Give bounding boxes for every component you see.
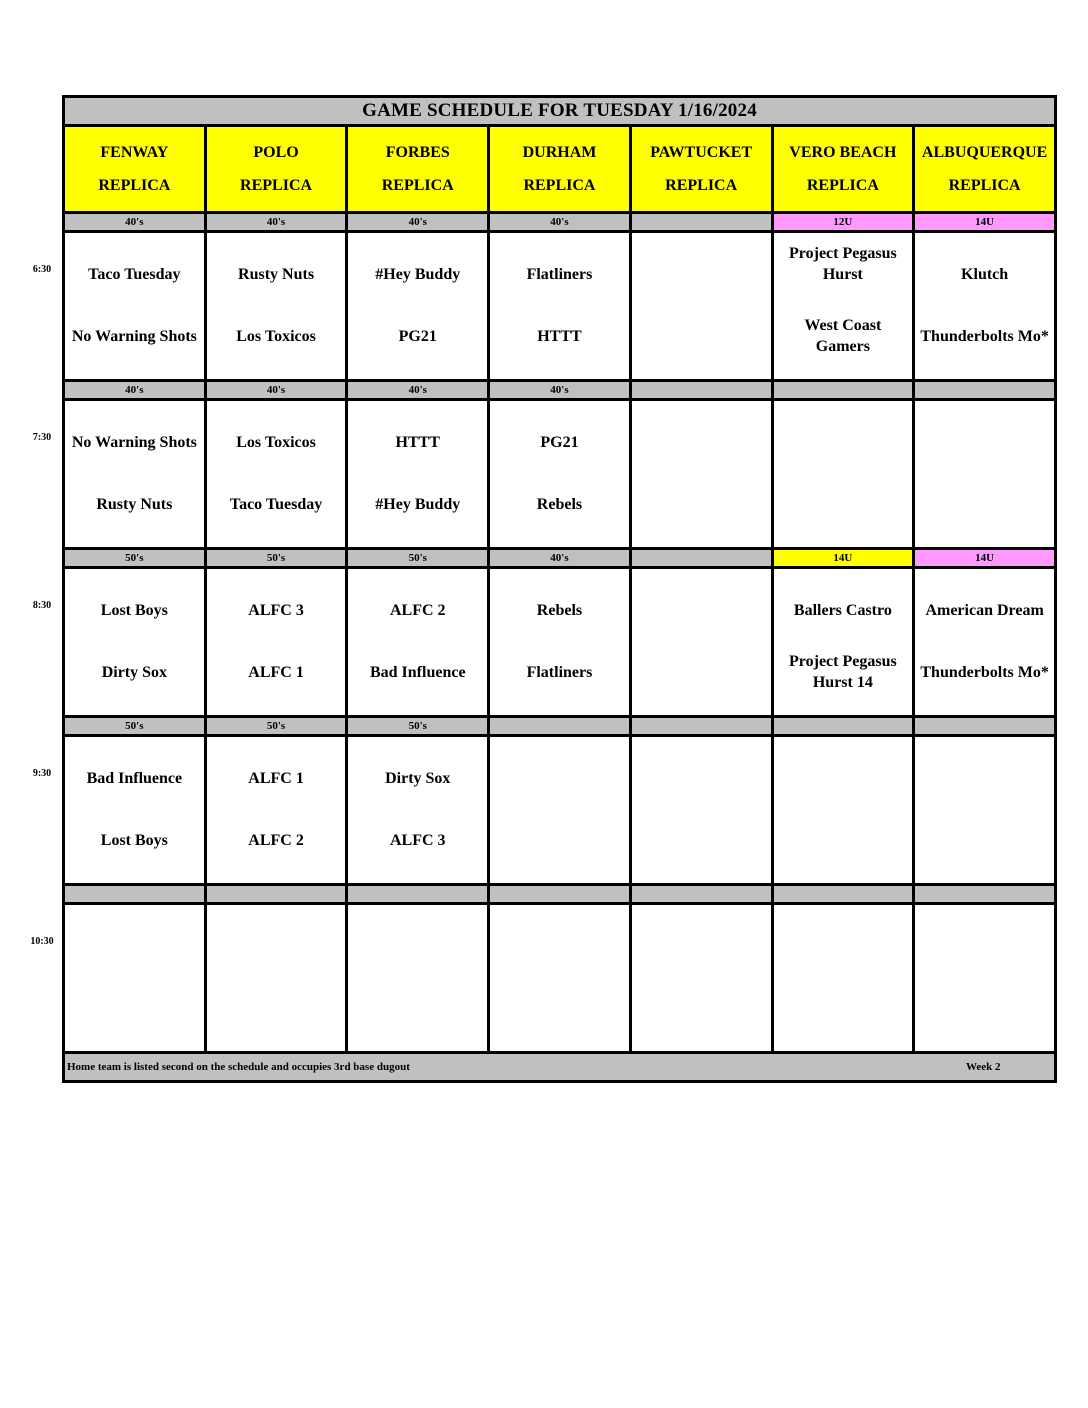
field-header bbox=[630, 126, 772, 213]
home-team: Lost Boys bbox=[100, 831, 168, 849]
field-name: DURHAM bbox=[522, 144, 597, 161]
division-label bbox=[772, 885, 914, 904]
field-name: PAWTUCKET bbox=[650, 144, 753, 161]
game-cell bbox=[772, 736, 914, 885]
division-label: 40's bbox=[64, 381, 206, 400]
game-cell bbox=[630, 904, 772, 1053]
division-row bbox=[64, 381, 1056, 400]
home-team: Rebels bbox=[536, 495, 583, 513]
field-name: VERO BEACH bbox=[789, 144, 897, 161]
away-team: PG21 bbox=[540, 434, 579, 451]
game-cell bbox=[772, 904, 914, 1053]
game-cell bbox=[914, 568, 1056, 717]
division-label: 50's bbox=[64, 717, 206, 736]
away-team: Taco Tuesday bbox=[88, 266, 181, 283]
division-label bbox=[630, 213, 772, 232]
field-subtitle: REPLICA bbox=[98, 177, 171, 194]
division-row bbox=[64, 549, 1056, 568]
game-cell bbox=[64, 400, 206, 549]
away-team: Project Pegasus Hurst bbox=[789, 245, 897, 283]
game-cell bbox=[347, 232, 489, 381]
division-row bbox=[64, 885, 1056, 904]
division-label: 40's bbox=[347, 213, 489, 232]
away-team: Bad Influence bbox=[86, 770, 183, 787]
game-cell bbox=[347, 568, 489, 717]
game-cell bbox=[489, 568, 631, 717]
game-cell bbox=[630, 736, 772, 885]
division-label: 50's bbox=[205, 549, 347, 568]
field-subtitle: REPLICA bbox=[806, 177, 879, 194]
time-label: 10:30 bbox=[30, 935, 54, 947]
game-cell bbox=[205, 736, 347, 885]
time-label: 8:30 bbox=[32, 599, 52, 611]
away-team: No Warning Shots bbox=[71, 434, 197, 451]
division-label: 14U bbox=[772, 549, 914, 568]
field-header bbox=[489, 126, 631, 213]
field-name: FORBES bbox=[385, 144, 450, 161]
home-team: West Coast Gamers bbox=[804, 317, 882, 355]
division-label: 40's bbox=[64, 213, 206, 232]
home-team: Bad Influence bbox=[369, 663, 466, 681]
division-label: 50's bbox=[347, 549, 489, 568]
division-label bbox=[630, 381, 772, 400]
division-label: 14U bbox=[914, 213, 1056, 232]
game-row bbox=[64, 568, 1056, 717]
game-cell bbox=[630, 568, 772, 717]
away-team: Ballers Castro bbox=[793, 602, 892, 619]
away-team: Klutch bbox=[961, 266, 1009, 283]
time-label: 7:30 bbox=[32, 431, 52, 443]
division-label bbox=[630, 717, 772, 736]
division-label: 14U bbox=[914, 549, 1056, 568]
home-team: Project Pegasus Hurst 14 bbox=[789, 653, 897, 691]
game-cell bbox=[489, 736, 631, 885]
home-team: PG21 bbox=[398, 327, 437, 345]
game-row bbox=[64, 904, 1056, 1053]
home-team: #Hey Buddy bbox=[375, 495, 461, 513]
time-label: 6:30 bbox=[32, 263, 52, 275]
game-cell bbox=[914, 904, 1056, 1053]
game-cell bbox=[347, 400, 489, 549]
home-team: Dirty Sox bbox=[101, 663, 168, 681]
game-cell bbox=[489, 400, 631, 549]
division-label: 40's bbox=[205, 213, 347, 232]
field-subtitle: REPLICA bbox=[948, 177, 1021, 194]
field-name: POLO bbox=[253, 144, 299, 161]
game-row bbox=[64, 232, 1056, 381]
division-row bbox=[64, 213, 1056, 232]
home-team: Thunderbolts Mo* bbox=[920, 663, 1049, 681]
schedule-title: GAME SCHEDULE FOR TUESDAY 1/16/2024 bbox=[64, 97, 1056, 126]
field-header bbox=[347, 126, 489, 213]
division-row bbox=[64, 717, 1056, 736]
division-label bbox=[914, 381, 1056, 400]
division-label bbox=[772, 717, 914, 736]
home-team: Flatliners bbox=[526, 663, 593, 681]
game-cell bbox=[205, 232, 347, 381]
game-cell bbox=[205, 904, 347, 1053]
week-label: Week 2 bbox=[966, 1061, 1001, 1073]
field-subtitle: REPLICA bbox=[523, 177, 596, 194]
away-team: ALFC 2 bbox=[389, 602, 446, 619]
division-label: 12U bbox=[772, 213, 914, 232]
game-cell bbox=[64, 568, 206, 717]
division-label bbox=[772, 381, 914, 400]
division-label: 40's bbox=[489, 213, 631, 232]
away-team: ALFC 3 bbox=[248, 602, 304, 619]
game-cell bbox=[914, 232, 1056, 381]
footer-note: Home team is listed second on the schedule and occupies 3rd base dugout bbox=[67, 1061, 410, 1073]
division-label: 40's bbox=[489, 381, 631, 400]
home-team: ALFC 2 bbox=[248, 831, 304, 849]
game-cell bbox=[347, 736, 489, 885]
home-team: ALFC 3 bbox=[389, 831, 446, 849]
field-header bbox=[772, 126, 914, 213]
division-label bbox=[205, 885, 347, 904]
away-team: Rusty Nuts bbox=[238, 266, 315, 283]
field-name: FENWAY bbox=[100, 144, 169, 161]
away-team: #Hey Buddy bbox=[375, 266, 461, 283]
field-subtitle: REPLICA bbox=[381, 177, 454, 194]
home-team: ALFC 1 bbox=[248, 663, 304, 681]
game-cell bbox=[772, 568, 914, 717]
game-cell bbox=[64, 736, 206, 885]
away-team: Flatliners bbox=[526, 266, 593, 283]
game-cell bbox=[205, 568, 347, 717]
division-label: 50's bbox=[205, 717, 347, 736]
division-label bbox=[489, 717, 631, 736]
field-subtitle: REPLICA bbox=[240, 177, 313, 194]
game-cell bbox=[914, 736, 1056, 885]
field-header bbox=[64, 126, 206, 213]
division-label: 50's bbox=[347, 717, 489, 736]
home-team: Thunderbolts Mo* bbox=[920, 327, 1049, 345]
field-header-row bbox=[64, 126, 1056, 213]
game-row bbox=[64, 400, 1056, 549]
game-cell bbox=[772, 400, 914, 549]
division-label: 40's bbox=[347, 381, 489, 400]
game-cell bbox=[347, 904, 489, 1053]
game-cell bbox=[914, 400, 1056, 549]
game-cell bbox=[772, 232, 914, 381]
time-label: 9:30 bbox=[32, 767, 52, 779]
division-label bbox=[64, 885, 206, 904]
division-label: 40's bbox=[205, 381, 347, 400]
away-team: American Dream bbox=[925, 602, 1044, 619]
field-name: ALBUQUERQUE bbox=[921, 144, 1048, 161]
division-label bbox=[489, 885, 631, 904]
game-cell bbox=[489, 904, 631, 1053]
division-label bbox=[914, 717, 1056, 736]
game-cell bbox=[64, 904, 206, 1053]
away-team: Dirty Sox bbox=[385, 770, 451, 787]
home-team: Rusty Nuts bbox=[96, 495, 173, 513]
game-cell bbox=[205, 400, 347, 549]
home-team: HTTT bbox=[537, 327, 582, 345]
field-header bbox=[914, 126, 1056, 213]
away-team: ALFC 1 bbox=[248, 770, 304, 787]
division-label: 40's bbox=[489, 549, 631, 568]
away-team: Rebels bbox=[536, 602, 583, 619]
field-header bbox=[205, 126, 347, 213]
game-cell bbox=[630, 400, 772, 549]
away-team: Lost Boys bbox=[100, 602, 168, 619]
field-subtitle: REPLICA bbox=[665, 177, 738, 194]
schedule-table bbox=[62, 95, 1057, 1083]
home-team: Los Toxicos bbox=[236, 327, 316, 345]
division-label bbox=[914, 885, 1056, 904]
game-cell bbox=[489, 232, 631, 381]
game-cell bbox=[630, 232, 772, 381]
away-team: HTTT bbox=[395, 434, 440, 451]
game-row bbox=[64, 736, 1056, 885]
division-label bbox=[347, 885, 489, 904]
home-team: No Warning Shots bbox=[71, 327, 197, 345]
home-team: Taco Tuesday bbox=[229, 495, 323, 513]
schedule-footer bbox=[64, 1053, 1056, 1082]
away-team: Los Toxicos bbox=[236, 434, 316, 451]
game-cell bbox=[64, 232, 206, 381]
division-label bbox=[630, 549, 772, 568]
division-label bbox=[630, 885, 772, 904]
division-label: 50's bbox=[64, 549, 206, 568]
